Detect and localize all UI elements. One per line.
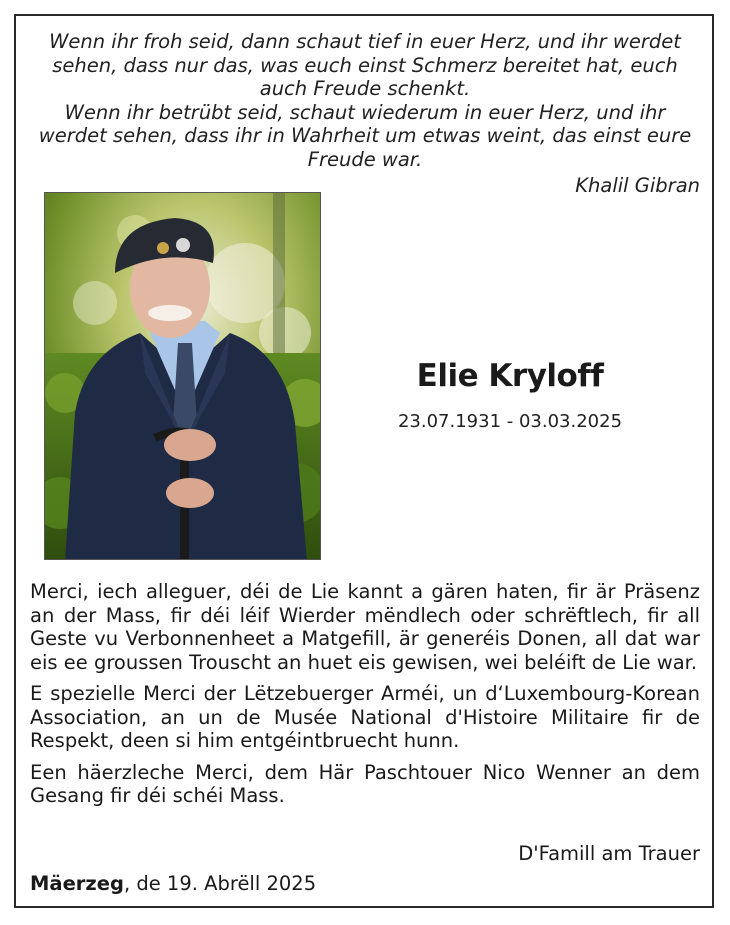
thanks-message [30, 580, 700, 816]
place-date-line [30, 872, 316, 895]
thanks-paragraph-2: E spezielle Merci der Lëtzebuerger Arméi, un d‘Luxembourg-Korean Association, an un de Musée National d'Histoire Militaire fir de Respekt, deen si him entgéintbruecht hunn. [30, 682, 700, 752]
place-name: Mäerzeg [30, 872, 124, 895]
thanks-paragraph-1: Merci, iech alleguer, déi de Lie kannt a gären haten, fir är Präsenz an der Mass, fir déi léif Wierder mëndlech oder schrëftlech, fir all Geste vu Verbonnenheet a Matgefill, är generéis Donen, all dat war eis ee groussen Trouscht an huet eis gewisen, wei beléift de Lie war. [30, 580, 700, 674]
thanks-paragraph-3: Een häerzleche Merci, dem Här Paschtouer Nico Wenner an dem Gesang fir déi schéi Mass. [30, 760, 700, 807]
life-dates: 23.07.1931 - 03.03.2025 [397, 411, 623, 432]
quote-author: Khalil Gibran [575, 174, 700, 197]
quote-paragraph-1: Wenn ihr froh seid, dann schaut tief in euer Herz, und ihr werdet sehen, dass nur das, was euch einst Schmerz bereitet hat, euch auch Freude schenkt. [49, 30, 681, 100]
gibran-quote [30, 30, 700, 171]
portrait-photo [44, 192, 321, 560]
publication-date: , de 19. Abrëll 2025 [123, 872, 317, 895]
deceased-name: Elie Kryloff [416, 358, 604, 394]
family-signature: D'Famill am Trauer [518, 842, 700, 865]
quote-paragraph-2: Wenn ihr betrübt seid, schaut wiederum in euer Herz, und ihr werdet sehen, dass ihr in Wahrheit um etwas weint, das einst eure Freude war. [38, 100, 692, 171]
